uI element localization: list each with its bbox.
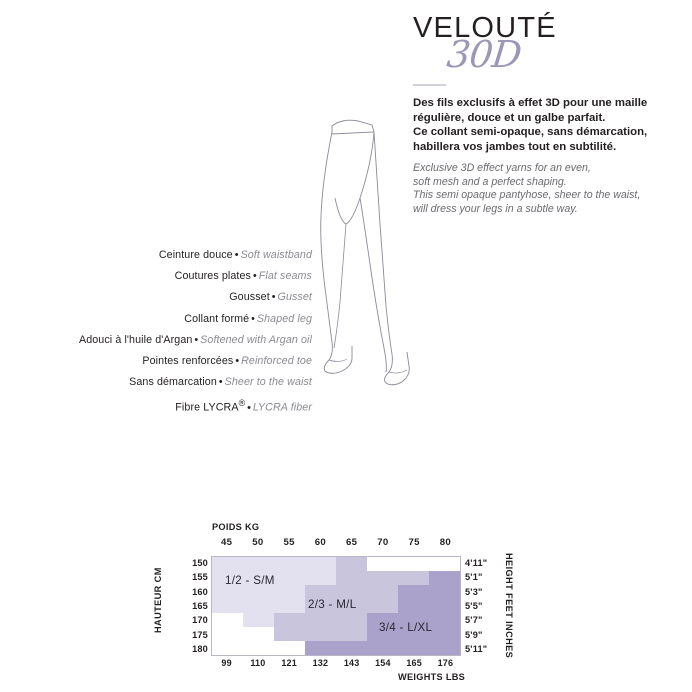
feature-label-fr: Sans démarcation: [129, 376, 217, 389]
size-chart-cell: [305, 599, 336, 613]
description-english-line: will dress your legs in a subtle way.: [413, 202, 578, 215]
region-label-lxl: 3/4 - L/XL: [379, 621, 433, 634]
size-chart-cell: [398, 613, 429, 627]
feature-bullet: •: [251, 312, 255, 325]
size-chart-cell: [398, 627, 429, 641]
feature-label-fr: Coutures plates: [174, 270, 251, 283]
page-title: VELOUTÉ: [413, 12, 557, 44]
size-chart-cell: [336, 613, 367, 627]
description-french-line: régulière, douce et un galbe parfait.: [413, 111, 606, 124]
feature-item: [0, 330, 312, 351]
size-chart-cell: [274, 641, 305, 655]
region-label-ml: 2/3 - M/L: [308, 598, 357, 611]
size-chart-cell: [398, 641, 429, 655]
feature-item: [0, 393, 312, 419]
size-chart-cell: [336, 627, 367, 641]
feature-bullet: •: [194, 333, 199, 346]
size-chart-cell: [305, 613, 336, 627]
size-chart-cell: [274, 571, 305, 585]
feature-item: [0, 309, 312, 330]
size-chart-cell: [429, 557, 460, 571]
axis-tick-cm: 170: [192, 615, 208, 626]
size-chart-cell: [336, 557, 367, 571]
axis-tick-cm: 155: [192, 572, 208, 583]
size-chart-cell: [305, 585, 336, 599]
feature-label-en: Softened with Argan oil: [200, 333, 312, 346]
axis-top-kg: [211, 537, 461, 551]
size-chart-cell: [212, 599, 243, 613]
size-chart-cell: [305, 557, 336, 571]
size-chart-cell: [243, 613, 274, 627]
feature-bullet: •: [218, 376, 223, 389]
size-chart-cell: [398, 599, 429, 613]
size-chart-cell: [336, 599, 367, 613]
axis-label-hauteur-cm: HAUTEUR CM: [153, 567, 163, 633]
feature-label-en: Gusset: [277, 291, 312, 304]
size-chart-cell: [212, 557, 243, 571]
size-chart-cell: [336, 571, 367, 585]
size-chart-cell: [243, 599, 274, 613]
size-chart-cell: [367, 613, 398, 627]
axis-bottom-lbs: [211, 658, 461, 672]
feature-label-fr: Pointes renforcées: [142, 355, 234, 368]
axis-tick-kg: 50: [252, 537, 264, 548]
axis-tick-cm: 160: [192, 586, 208, 597]
size-chart-cell: [367, 571, 398, 585]
axis-tick-lbs: 121: [281, 658, 297, 668]
size-chart-cell: [367, 641, 398, 655]
description-french-line: Des fils exclusifs à effet 3D pour une maille: [413, 97, 648, 109]
axis-label-poids-kg: POIDS KG: [212, 522, 260, 532]
axis-tick-lbs: 165: [406, 658, 422, 668]
size-chart-cell: [274, 585, 305, 599]
feature-bullet: •: [247, 401, 251, 414]
axis-tick-kg: 75: [408, 537, 420, 548]
axis-right-feet: [465, 556, 499, 656]
size-chart-cell: [243, 627, 274, 641]
feature-item: [0, 245, 312, 266]
title-block: [413, 14, 688, 86]
size-chart-cell: [243, 585, 274, 599]
registered-mark: ®: [238, 398, 246, 409]
size-chart-cell: [336, 585, 367, 599]
size-chart-cell: [398, 571, 429, 585]
axis-label-height-feet-inches: HEIGHT FEET INCHES: [504, 553, 514, 659]
feature-item: [0, 266, 312, 287]
size-chart-cell: [274, 599, 305, 613]
size-chart-cell: [274, 557, 305, 571]
size-chart-cell: [429, 641, 460, 655]
axis-tick-cm: 175: [192, 629, 208, 640]
size-chart-cell: [367, 557, 398, 571]
axis-tick-cm: 165: [192, 601, 208, 611]
axis-tick-kg: 70: [377, 537, 389, 548]
axis-tick-feet: 5'9": [465, 629, 483, 640]
size-chart-cell: [429, 599, 460, 613]
size-chart-cell: [243, 557, 274, 571]
axis-tick-lbs: 110: [250, 658, 266, 668]
size-chart-cell: [212, 627, 243, 641]
size-chart-cell: [212, 571, 243, 585]
feature-label-fr: Collant formé: [184, 312, 250, 325]
size-chart-cell: [305, 627, 336, 641]
size-chart-cell: [398, 585, 429, 599]
description-french: [413, 96, 685, 154]
axis-tick-cm: 150: [192, 558, 208, 569]
axis-tick-feet: 5'5": [465, 601, 483, 611]
axis-tick-feet: 5'1": [465, 572, 483, 583]
feature-label-fr: Ceinture douce: [158, 249, 233, 261]
feature-bullet: •: [271, 291, 276, 304]
axis-tick-feet: 5'11": [465, 643, 488, 654]
size-chart-cell: [274, 627, 305, 641]
description-french-line: habillera vos jambes tout en subtilité.: [413, 140, 617, 153]
feature-bullet: •: [252, 270, 257, 283]
axis-tick-feet: 4'11": [465, 558, 488, 569]
description-english-line: This semi opaque pantyhose, sheer to the waist,: [413, 189, 641, 202]
description-french-line: Ce collant semi-opaque, sans démarcation,: [413, 126, 648, 139]
feature-list: [0, 245, 312, 419]
size-chart-cell: [367, 627, 398, 641]
size-chart-cell: [398, 557, 429, 571]
axis-tick-lbs: 99: [221, 658, 232, 668]
axis-tick-feet: 5'7": [465, 615, 483, 626]
size-chart-grid: [211, 556, 461, 656]
axis-tick-kg: 60: [314, 537, 327, 548]
size-chart-cell: [212, 585, 243, 599]
feature-item: [0, 351, 312, 372]
axis-tick-kg: 65: [345, 537, 358, 548]
axis-tick-kg: 80: [439, 537, 452, 548]
size-chart-cell: [429, 585, 460, 599]
feature-label-fr: Gousset: [229, 291, 270, 304]
size-chart-cell: [274, 613, 305, 627]
size-chart-cell: [212, 613, 243, 627]
size-chart-cell: [336, 641, 367, 655]
pantyhose-legs-illustration: [292, 118, 414, 394]
axis-left-cm: [178, 556, 208, 656]
feature-label-fr: Adouci à l'huile d'Argan: [78, 333, 193, 346]
description-english-line: Exclusive 3D effect yarns for an even,: [413, 162, 591, 174]
feature-label-en: Sheer to the waist: [224, 376, 312, 389]
feature-item: [0, 287, 312, 308]
axis-tick-cm: 180: [192, 643, 208, 654]
size-chart-cell: [305, 571, 336, 585]
size-chart-cell: [243, 641, 274, 655]
axis-tick-kg: 45: [220, 537, 233, 548]
feature-label-fr: Fibre LYCRA: [175, 401, 239, 414]
region-label-sm: 1/2 - S/M: [225, 574, 275, 587]
axis-tick-lbs: 176: [437, 658, 454, 668]
axis-tick-lbs: 143: [343, 658, 360, 668]
size-chart-cells: [212, 557, 460, 655]
axis-label-weights-lbs: WEIGHTS LBS: [398, 672, 466, 682]
feature-label-en: Reinforced toe: [241, 355, 312, 368]
size-chart-cell: [429, 627, 460, 641]
description-english-line: soft mesh and a perfect shaping.: [413, 175, 567, 188]
size-chart: [153, 522, 530, 692]
feature-label-en: Flat seams: [258, 270, 312, 283]
description-english: [413, 162, 689, 216]
size-chart-cell: [429, 613, 460, 627]
feature-item: [0, 372, 312, 393]
axis-tick-lbs: 132: [312, 658, 329, 668]
title-divider: [413, 84, 446, 86]
feature-label-en: LYCRA fiber: [252, 401, 312, 414]
axis-tick-kg: 55: [283, 537, 295, 548]
size-chart-cell: [367, 599, 398, 613]
size-chart-cell: [367, 585, 398, 599]
axis-tick-lbs: 154: [375, 658, 391, 668]
denier-label: 30D: [444, 33, 524, 76]
feature-bullet: •: [234, 249, 239, 261]
feature-label-en: Soft waistband: [240, 249, 312, 261]
size-chart-cell: [243, 571, 274, 585]
feature-bullet: •: [235, 355, 240, 368]
size-chart-cell: [429, 571, 460, 585]
size-chart-cell: [305, 641, 336, 655]
axis-tick-feet: 5'3": [465, 586, 483, 597]
feature-label-en: Shaped leg: [256, 312, 312, 325]
size-chart-cell: [212, 641, 243, 655]
